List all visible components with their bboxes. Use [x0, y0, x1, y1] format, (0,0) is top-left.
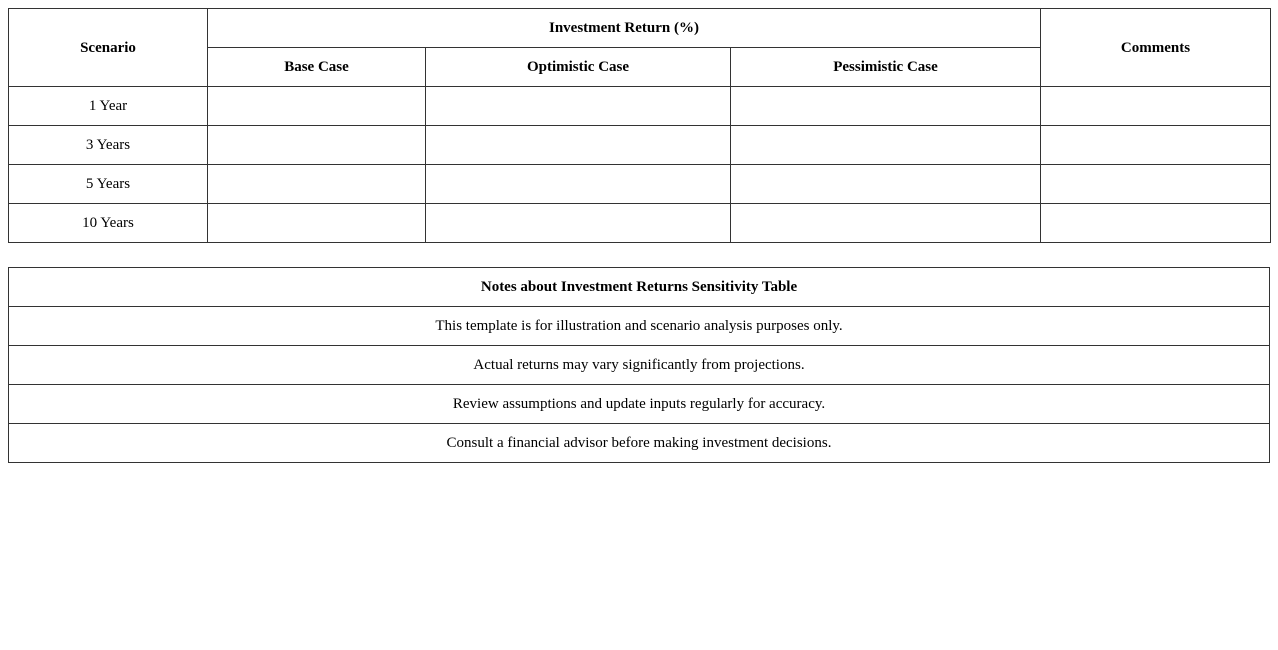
- table-row: [9, 385, 1270, 424]
- pessimistic-case-cell[interactable]: [731, 165, 1041, 204]
- table-row: [9, 424, 1270, 463]
- pessimistic-case-header: Pessimistic Case: [731, 48, 1041, 87]
- base-case-cell[interactable]: [208, 204, 426, 243]
- note-text: This template is for illustration and scenario analysis purposes only.: [9, 307, 1270, 346]
- table-row: [9, 204, 1271, 243]
- investment-return-header: Investment Return (%): [208, 9, 1041, 48]
- comments-cell[interactable]: [1041, 165, 1271, 204]
- optimistic-case-cell[interactable]: [426, 126, 731, 165]
- comments-cell[interactable]: [1041, 204, 1271, 243]
- notes-table: [8, 267, 1270, 463]
- comments-cell[interactable]: [1041, 126, 1271, 165]
- pessimistic-case-cell[interactable]: [731, 126, 1041, 165]
- investment-return-table: [8, 8, 1271, 243]
- table-row: [9, 307, 1270, 346]
- base-case-cell[interactable]: [208, 87, 426, 126]
- optimistic-case-cell[interactable]: [426, 87, 731, 126]
- scenario-cell: 3 Years: [9, 126, 208, 165]
- scenario-cell: 5 Years: [9, 165, 208, 204]
- note-text: Actual returns may vary significantly from projections.: [9, 346, 1270, 385]
- base-case-cell[interactable]: [208, 126, 426, 165]
- comments-cell[interactable]: [1041, 87, 1271, 126]
- base-case-header: Base Case: [208, 48, 426, 87]
- table-row: [9, 346, 1270, 385]
- notes-title: Notes about Investment Returns Sensitivity Table: [9, 268, 1270, 307]
- optimistic-case-cell[interactable]: [426, 204, 731, 243]
- base-case-cell[interactable]: [208, 165, 426, 204]
- pessimistic-case-cell[interactable]: [731, 87, 1041, 126]
- scenario-cell: 1 Year: [9, 87, 208, 126]
- table-row: [9, 126, 1271, 165]
- comments-header: Comments: [1041, 9, 1271, 87]
- scenario-cell: 10 Years: [9, 204, 208, 243]
- optimistic-case-cell[interactable]: [426, 165, 731, 204]
- scenario-header: Scenario: [9, 9, 208, 87]
- optimistic-case-header: Optimistic Case: [426, 48, 731, 87]
- table-row: [9, 165, 1271, 204]
- note-text: Review assumptions and update inputs regularly for accuracy.: [9, 385, 1270, 424]
- table-row: [9, 87, 1271, 126]
- pessimistic-case-cell[interactable]: [731, 204, 1041, 243]
- note-text: Consult a financial advisor before making investment decisions.: [9, 424, 1270, 463]
